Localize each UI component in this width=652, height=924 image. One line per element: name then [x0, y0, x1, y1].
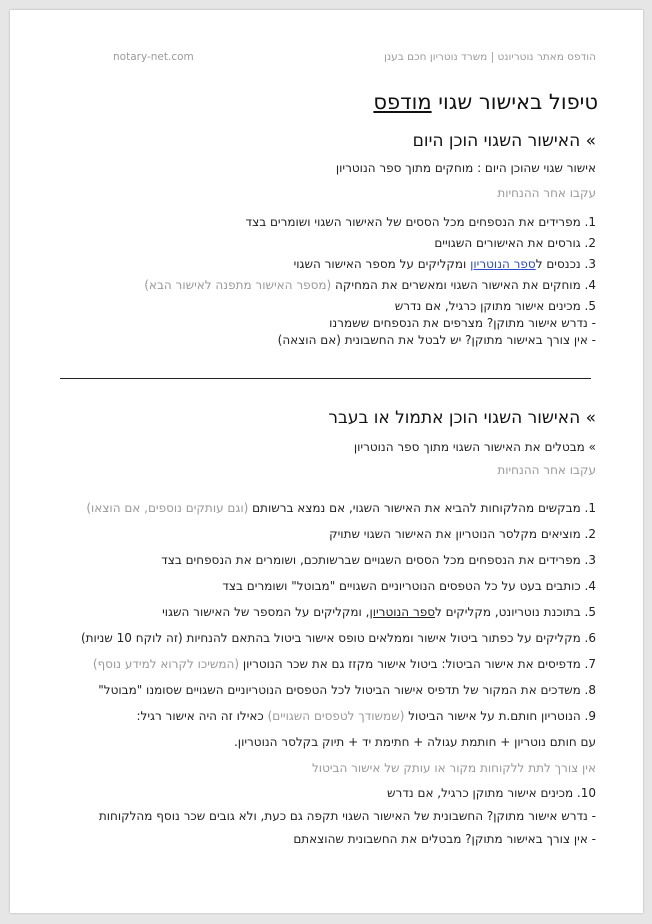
list-item [136, 709, 596, 723]
sub-item: - נדרש אישור מתוקן? מצרפים את הנספחים ששמרנו [329, 316, 596, 330]
print-source: הודפס מאתר נוטריונט | משרד נוטריון חכם בענן [384, 51, 596, 63]
page-title [373, 90, 598, 114]
item-text: 3. נכנסים ל [535, 257, 596, 271]
list-item: 5. מכינים אישור מתוקן כרגיל, אם נדרש [394, 299, 596, 313]
item-text: כאילו זה היה אישור רגיל: [136, 709, 268, 723]
item-text: 7. מדפיסים את אישור הביטול: ביטול אישור מקזז גם את שכר הנוטריון [239, 657, 596, 671]
notary-book-link[interactable]: ספר הנוטריון [470, 257, 536, 271]
notary-book-link[interactable]: ספר הנוטריון [369, 605, 436, 619]
list-item: 8. משדכים את המקור של תדפיס אישור הביטול לכל הטפסים הנוטריוניים השגויים שסומנו "מבוטל" [98, 683, 596, 697]
item-note: (המשיכו לקרוא למידע נוסף) [92, 657, 240, 671]
section2-heading: » האישור השגוי הוכן אתמול או בעבר [328, 408, 596, 428]
section2-intro: » מבטלים את האישור השגוי מתוך ספר הנוטריון [353, 440, 596, 454]
item-text: 6. מקליקים על כפתור ביטול אישור וממלאים טופס אישור ביטול בהתאם להנחיות [182, 631, 596, 645]
section2-note2: אין צורך לתת ללקוחות מקור או עותק של אישור הביטול [311, 761, 596, 775]
list-item: 2. מוציאים מקלסר הנוטריון את האישור השגוי שתויק [329, 527, 596, 541]
list-item [144, 278, 596, 292]
item-text: , ומקליקים על המספר של האישור השגוי [162, 605, 370, 619]
list-item: 10. מכינים אישור מתוקן כרגיל, אם נדרש [387, 786, 596, 800]
sub-item: - נדרש אישור מתוקן? החשבונית של האישור השגוי תקפה גם כעת, ולא גובים שכר נוסף מהלקוחות [98, 809, 596, 823]
title-main: טיפול באישור שגוי [438, 90, 598, 114]
item-note: (זה לוקח 10 שניות) [80, 631, 183, 645]
printed-page [10, 10, 643, 913]
section1-intro: אישור שגוי שהוכן היום : מוחקים מתוך ספר הנוטריון [335, 161, 596, 175]
title-printed: מודפס [373, 90, 432, 114]
item-text: 9. הנוטריון חותם.ת על אישור הביטול [404, 709, 596, 723]
item-text: 1. מבקשים מהלקוחות להביא את האישור השגוי, אם נמצא ברשותם [248, 501, 596, 515]
item-note: (וגם עותקים נוספים, אם הוצאו) [86, 501, 249, 515]
section-divider [60, 378, 591, 379]
list-item [93, 657, 596, 671]
list-item [294, 257, 596, 271]
item-text: 4. מוחקים את האישור השגוי ומאשרים את המחיקה [331, 278, 596, 292]
list-item [81, 631, 596, 645]
section2-note: עקבו אחר ההנחיות [497, 463, 596, 477]
list-item: 2. גורסים את האישורים השגויים [434, 236, 596, 250]
section1-heading: » האישור השגוי הוכן היום [412, 131, 596, 151]
sign-instructions: עם חותם נוטריון + חותמת עגולה + חתימת יד + תיוק בקלסר הנוטריון. [233, 735, 596, 749]
list-item: 1. מפרידים את הנספחים מכל הססים של האישור השגוי ושומרים בצד [245, 215, 596, 229]
list-item: 3. מפרידים את הנספחים מכל הססים השגויים שברשותכם, ושומרים את הנספחים בצד [161, 553, 596, 567]
site-url: notary-net.com [113, 51, 194, 63]
list-item [162, 605, 596, 619]
sub-item: - אין צורך באישור מתוקן? יש לבטל את החשבונית (אם הוצאה) [277, 333, 596, 347]
item-text: ומקליקים על מספר האישור השגוי [293, 257, 471, 271]
item-text: 5. בתוכנת נוטריונט, מקליקים ל [435, 605, 596, 619]
list-item: 4. כותבים בעט על כל הטפסים הנוטריוניים השגויים "מבוטל" ושומרים בצד [222, 579, 596, 593]
item-note: (שמשודך לטפסים השגויים) [267, 709, 405, 723]
section1-note: עקבו אחר ההנחיות [497, 186, 596, 200]
item-note: (מספר האישור מתפנה לאישור הבא) [144, 278, 332, 292]
sub-item: - אין צורך באישור מתוקן? מבטלים את החשבונית שהוצאתם [293, 832, 596, 846]
list-item [86, 501, 596, 515]
